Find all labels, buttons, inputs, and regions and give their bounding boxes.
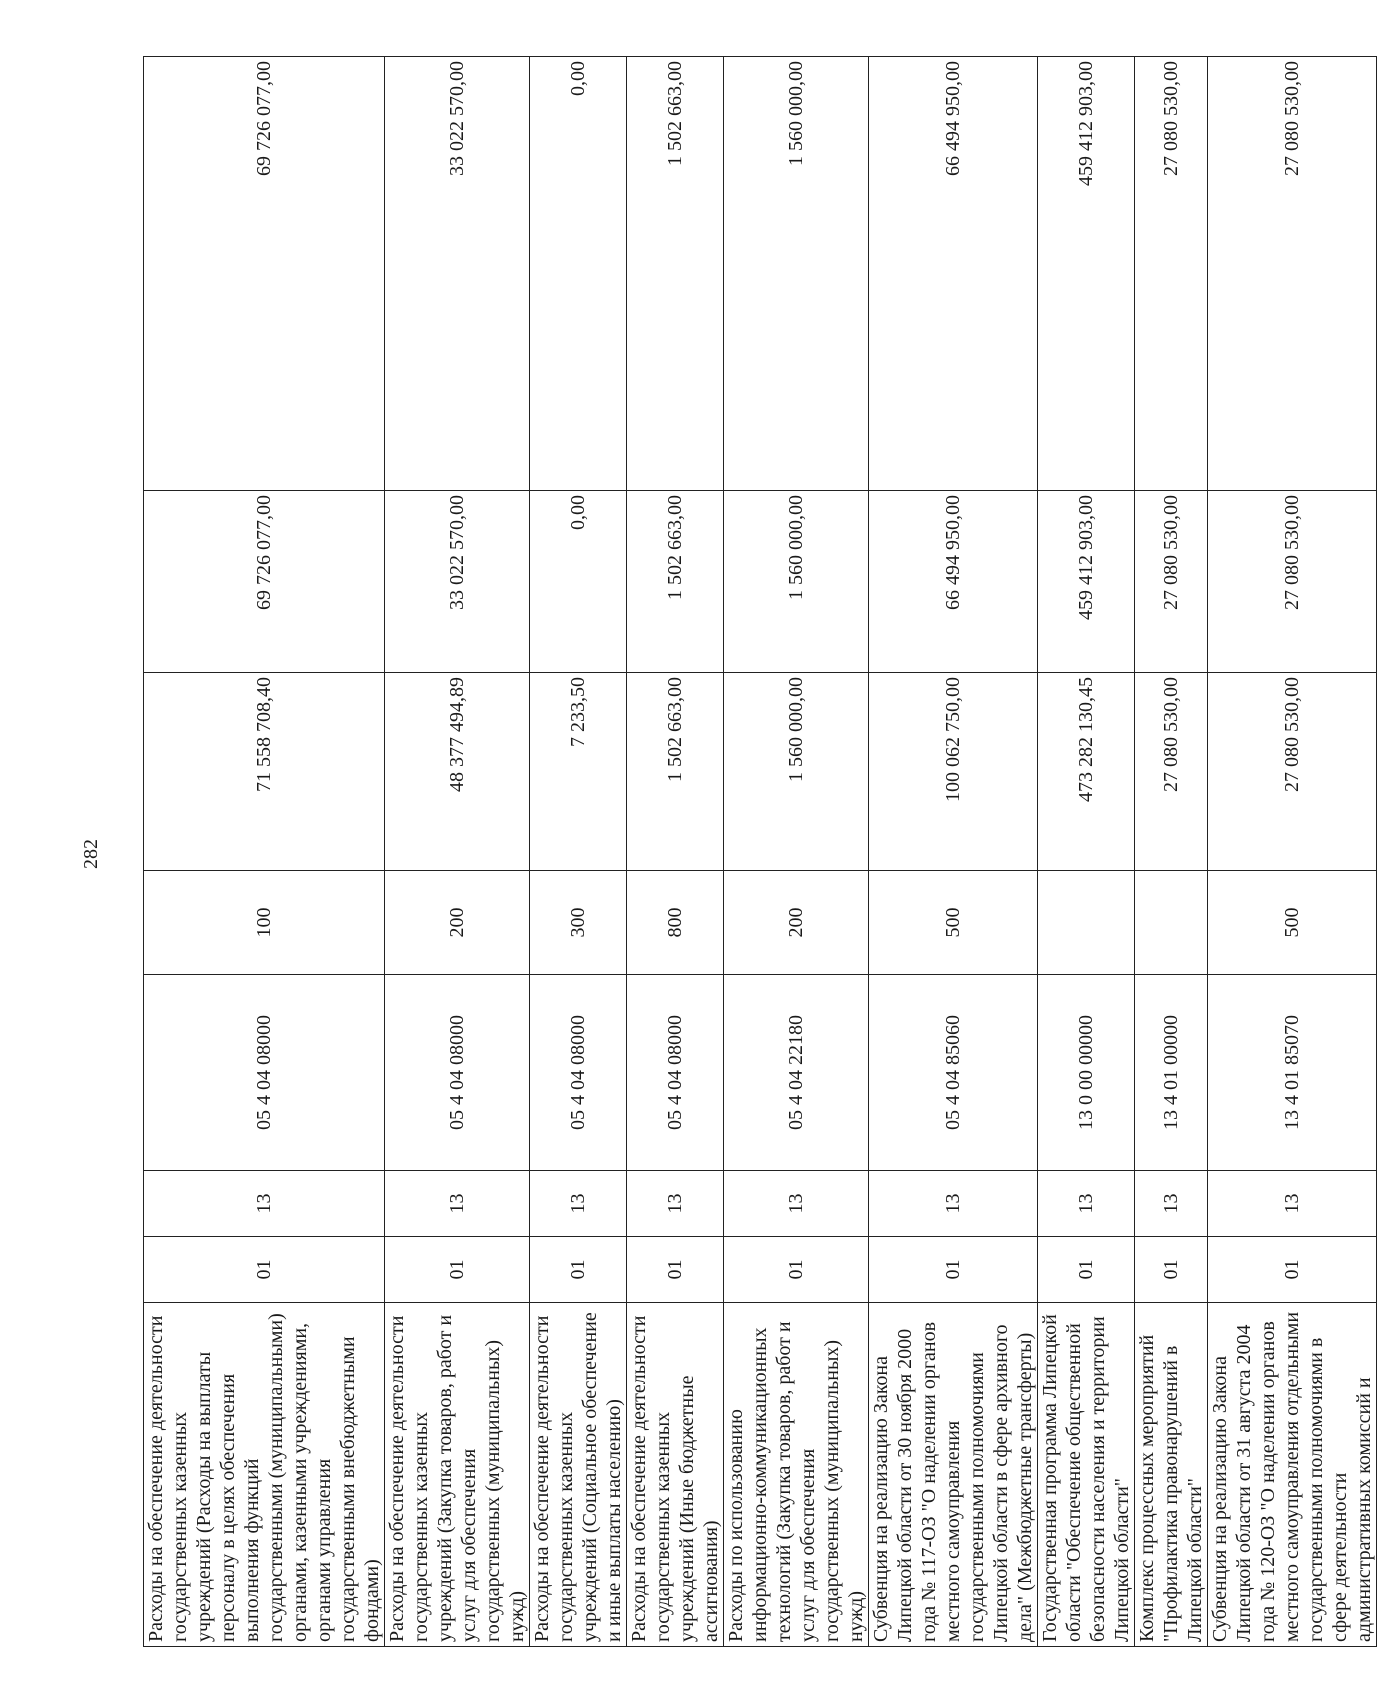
- section-cell: 01: [1135, 1237, 1208, 1303]
- subsection-cell: 13: [627, 1171, 724, 1237]
- section-cell: 01: [385, 1237, 530, 1303]
- amount-1-cell: 48 377 494,89: [385, 673, 530, 871]
- amount-2-cell: 27 080 530,00: [1135, 491, 1208, 673]
- subsection-cell: 13: [385, 1171, 530, 1237]
- table-row: [1135, 57, 1208, 1647]
- amount-1-cell: 71 558 708,40: [144, 673, 385, 871]
- amount-1-cell: 27 080 530,00: [1208, 673, 1377, 871]
- amount-3-cell: 66 494 950,00: [869, 57, 1038, 491]
- section-cell: 01: [627, 1237, 724, 1303]
- target-article-cell: 13 4 01 85070: [1208, 975, 1377, 1171]
- amount-3-cell: 27 080 530,00: [1135, 57, 1208, 491]
- description-cell: Расходы на обеспечение деятельности государственных казенных учреждений (Закупка товаров, работ и услуг для обеспечения государственных (муниципальных) нужд): [385, 1303, 530, 1647]
- section-cell: 01: [1038, 1237, 1135, 1303]
- amount-3-cell: 33 022 570,00: [385, 57, 530, 491]
- description-cell: Расходы по использованию информационно-коммуникационных технологий (Закупка товаров, работ и услуг для обеспечения государственных (муниципальных) нужд): [724, 1303, 869, 1647]
- table-row: [627, 57, 724, 1647]
- table-row: [724, 57, 869, 1647]
- table-row: [1038, 57, 1135, 1647]
- amount-3-cell: 0,00: [530, 57, 627, 491]
- budget-table: [143, 56, 1377, 1647]
- amount-2-cell: 459 412 903,00: [1038, 491, 1135, 673]
- description-cell: Расходы на обеспечение деятельности государственных казенных учреждений (Иные бюджетные ассигнования): [627, 1303, 724, 1647]
- description-cell: Комплекс процессных мероприятий "Профилактика правонарушений в Липецкой области": [1135, 1303, 1208, 1647]
- expense-type-cell: 200: [385, 871, 530, 975]
- amount-2-cell: 69 726 077,00: [144, 491, 385, 673]
- amount-1-cell: 1 560 000,00: [724, 673, 869, 871]
- subsection-cell: 13: [1135, 1171, 1208, 1237]
- target-article-cell: 05 4 04 22180: [724, 975, 869, 1171]
- amount-1-cell: 27 080 530,00: [1135, 673, 1208, 871]
- expense-type-cell: 300: [530, 871, 627, 975]
- amount-2-cell: 27 080 530,00: [1208, 491, 1377, 673]
- expense-type-cell: 100: [144, 871, 385, 975]
- amount-1-cell: 7 233,50: [530, 673, 627, 871]
- target-article-cell: 13 4 01 00000: [1135, 975, 1208, 1171]
- amount-1-cell: 1 502 663,00: [627, 673, 724, 871]
- table-row: [385, 57, 530, 1647]
- subsection-cell: 13: [724, 1171, 869, 1237]
- subsection-cell: 13: [1208, 1171, 1377, 1237]
- amount-3-cell: 459 412 903,00: [1038, 57, 1135, 491]
- description-cell: Расходы на обеспечение деятельности государственных казенных учреждений (Социальное обеспечение и иные выплаты населению): [530, 1303, 627, 1647]
- amount-2-cell: 1 560 000,00: [724, 491, 869, 673]
- description-cell: Государственная программа Липецкой области "Обеспечение общественной безопасности населения и территории Липецкой области": [1038, 1303, 1135, 1647]
- description-cell: Расходы на обеспечение деятельности государственных казенных учреждений (Расходы на выплаты персоналу в целях обеспечения выполнения функций государственными (муниципальными) органами, казенными учреждениями, органами управления государственными внебюджетными фондами): [144, 1303, 385, 1647]
- amount-2-cell: 66 494 950,00: [869, 491, 1038, 673]
- description-cell: Субвенция на реализацию Закона Липецкой области от 30 ноября 2000 года № 117-ОЗ "О наделении органов местного самоуправления государственными полномочиями Липецкой области в сфере архивного дела" (Межбюджетные трансферты): [869, 1303, 1038, 1647]
- expense-type-cell: 500: [869, 871, 1038, 975]
- subsection-cell: 13: [144, 1171, 385, 1237]
- subsection-cell: 13: [530, 1171, 627, 1237]
- amount-3-cell: 27 080 530,00: [1208, 57, 1377, 491]
- target-article-cell: 05 4 04 85060: [869, 975, 1038, 1171]
- table-row: [144, 57, 385, 1647]
- table-body: [144, 57, 1377, 1647]
- table-row: [1208, 57, 1377, 1647]
- target-article-cell: 05 4 04 08000: [627, 975, 724, 1171]
- table-row: [530, 57, 627, 1647]
- amount-2-cell: 33 022 570,00: [385, 491, 530, 673]
- amount-2-cell: 1 502 663,00: [627, 491, 724, 673]
- section-cell: 01: [144, 1237, 385, 1303]
- section-cell: 01: [724, 1237, 869, 1303]
- section-cell: 01: [869, 1237, 1038, 1303]
- amount-1-cell: 100 062 750,00: [869, 673, 1038, 871]
- expense-type-cell: [1038, 871, 1135, 975]
- section-cell: 01: [1208, 1237, 1377, 1303]
- page-number: 282: [80, 839, 102, 869]
- description-cell: Субвенция на реализацию Закона Липецкой области от 31 августа 2004 года № 120-ОЗ "О наделении органов местного самоуправления отдельными государственными полномочиями в сфере деятельности административных комиссий и: [1208, 1303, 1377, 1647]
- expense-type-cell: 800: [627, 871, 724, 975]
- target-article-cell: 05 4 04 08000: [530, 975, 627, 1171]
- subsection-cell: 13: [1038, 1171, 1135, 1237]
- expense-type-cell: 500: [1208, 871, 1377, 975]
- expense-type-cell: [1135, 871, 1208, 975]
- amount-2-cell: 0,00: [530, 491, 627, 673]
- amount-3-cell: 1 560 000,00: [724, 57, 869, 491]
- amount-1-cell: 473 282 130,45: [1038, 673, 1135, 871]
- amount-3-cell: 69 726 077,00: [144, 57, 385, 491]
- target-article-cell: 05 4 04 08000: [144, 975, 385, 1171]
- subsection-cell: 13: [869, 1171, 1038, 1237]
- target-article-cell: 13 0 00 00000: [1038, 975, 1135, 1171]
- table-row: [869, 57, 1038, 1647]
- section-cell: 01: [530, 1237, 627, 1303]
- expense-type-cell: 200: [724, 871, 869, 975]
- rotated-page-content: [143, 57, 1375, 1647]
- amount-3-cell: 1 502 663,00: [627, 57, 724, 491]
- target-article-cell: 05 4 04 08000: [385, 975, 530, 1171]
